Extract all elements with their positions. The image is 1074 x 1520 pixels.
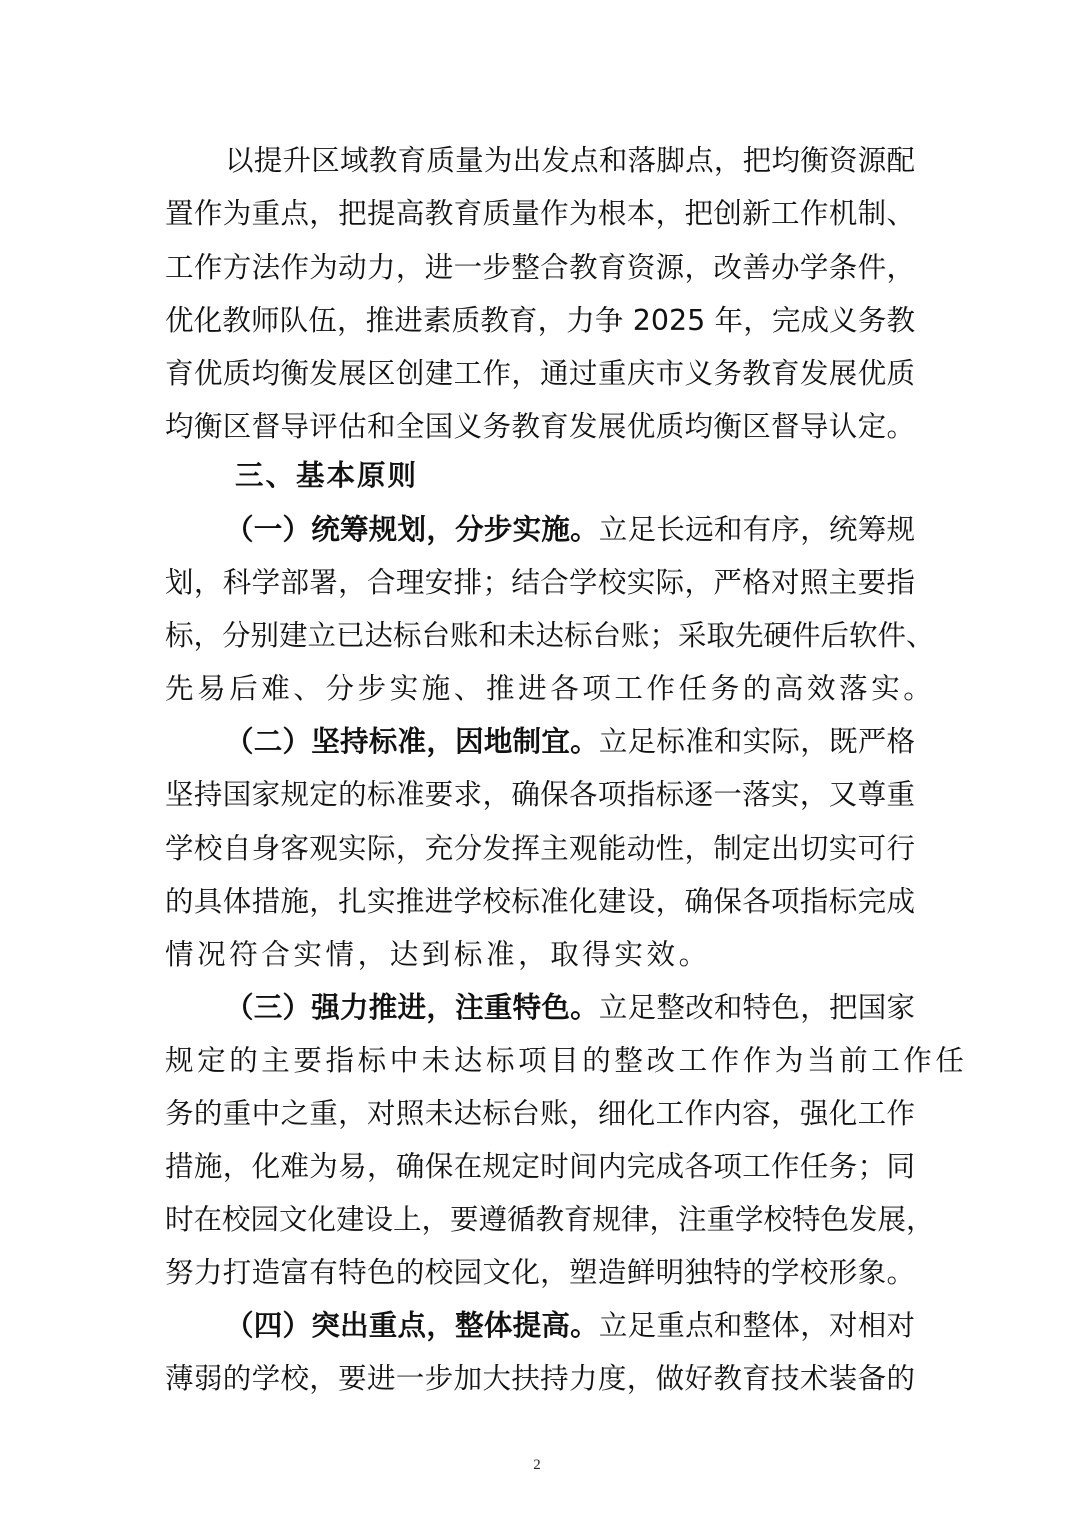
intro-line-6: 均衡区督导评估和全国义务教育发展优质均衡区督导认定。 — [165, 410, 915, 443]
p1-bold-lead: （一）统筹规划，分步实施。 — [225, 513, 599, 546]
p1-line-4: 先易后难、分步实施、推进各项工作任务的高效落实。 — [165, 672, 936, 705]
p3-bold-lead: （三）强力推进，注重特色。 — [225, 991, 599, 1024]
p1-line-2: 划，科学部署，合理安排；结合学校实际，严格对照主要指 — [165, 566, 915, 599]
p3-first-text: 立足整改和特色，把国家 — [598, 991, 915, 1024]
p3-line-4: 措施，化难为易，确保在规定时间内完成各项工作任务；同 — [165, 1150, 915, 1183]
p4-line-2: 薄弱的学校，要进一步加大扶持力度，做好教育技术装备的 — [165, 1362, 915, 1395]
intro-line-2: 置作为重点，把提高教育质量作为根本，把创新工作机制、 — [165, 197, 915, 230]
p3-line-6: 努力打造富有特色的校园文化，塑造鲜明独特的学校形象。 — [165, 1256, 915, 1289]
intro-line-5: 育优质均衡发展区创建工作，通过重庆市义务教育发展优质 — [165, 357, 915, 390]
p3-first-line — [225, 988, 915, 1028]
p2-line-2: 坚持国家规定的标准要求，确保各项指标逐一落实，又尊重 — [165, 778, 915, 811]
p2-line-4: 的具体措施，扎实推进学校标准化建设，确保各项指标完成 — [165, 885, 915, 918]
p2-first-line — [225, 722, 915, 762]
p1-line-3: 标，分别建立已达标台账和未达标台账；采取先硬件后软件、 — [165, 619, 935, 652]
page-number: 2 — [533, 1457, 541, 1473]
p2-line-3: 学校自身客观实际，充分发挥主观能动性，制定出切实可行 — [165, 832, 915, 865]
intro-line-3: 工作方法作为动力，进一步整合教育资源，改善办学条件， — [165, 251, 915, 284]
intro-line-4: 优化教师队伍，推进素质教育，力争 2025 年，完成义务教 — [165, 304, 915, 337]
p2-first-text: 立足标准和实际，既严格 — [598, 725, 915, 758]
section-heading: 三、基本原则 — [235, 459, 419, 492]
p3-line-2: 规定的主要指标中未达标项目的整改工作作为当前工作任 — [165, 1044, 968, 1077]
p4-bold-lead: （四）突出重点，整体提高。 — [225, 1309, 599, 1342]
p4-first-text: 立足重点和整体，对相对 — [598, 1309, 915, 1342]
p1-first-line — [225, 510, 915, 550]
p4-first-line — [225, 1306, 915, 1346]
p3-line-3: 务的重中之重，对照未达标台账，细化工作内容，强化工作 — [165, 1097, 915, 1130]
p3-line-5: 时在校园文化建设上，要遵循教育规律，注重学校特色发展， — [165, 1203, 935, 1236]
p1-first-text: 立足长远和有序，统筹规 — [598, 513, 915, 546]
intro-line-1: 以提升区域教育质量为出发点和落脚点，把均衡资源配 — [225, 144, 915, 177]
p2-bold-lead: （二）坚持标准，因地制宜。 — [225, 725, 599, 758]
p2-line-5: 情况符合实情，达到标准，取得实效。 — [165, 938, 711, 971]
